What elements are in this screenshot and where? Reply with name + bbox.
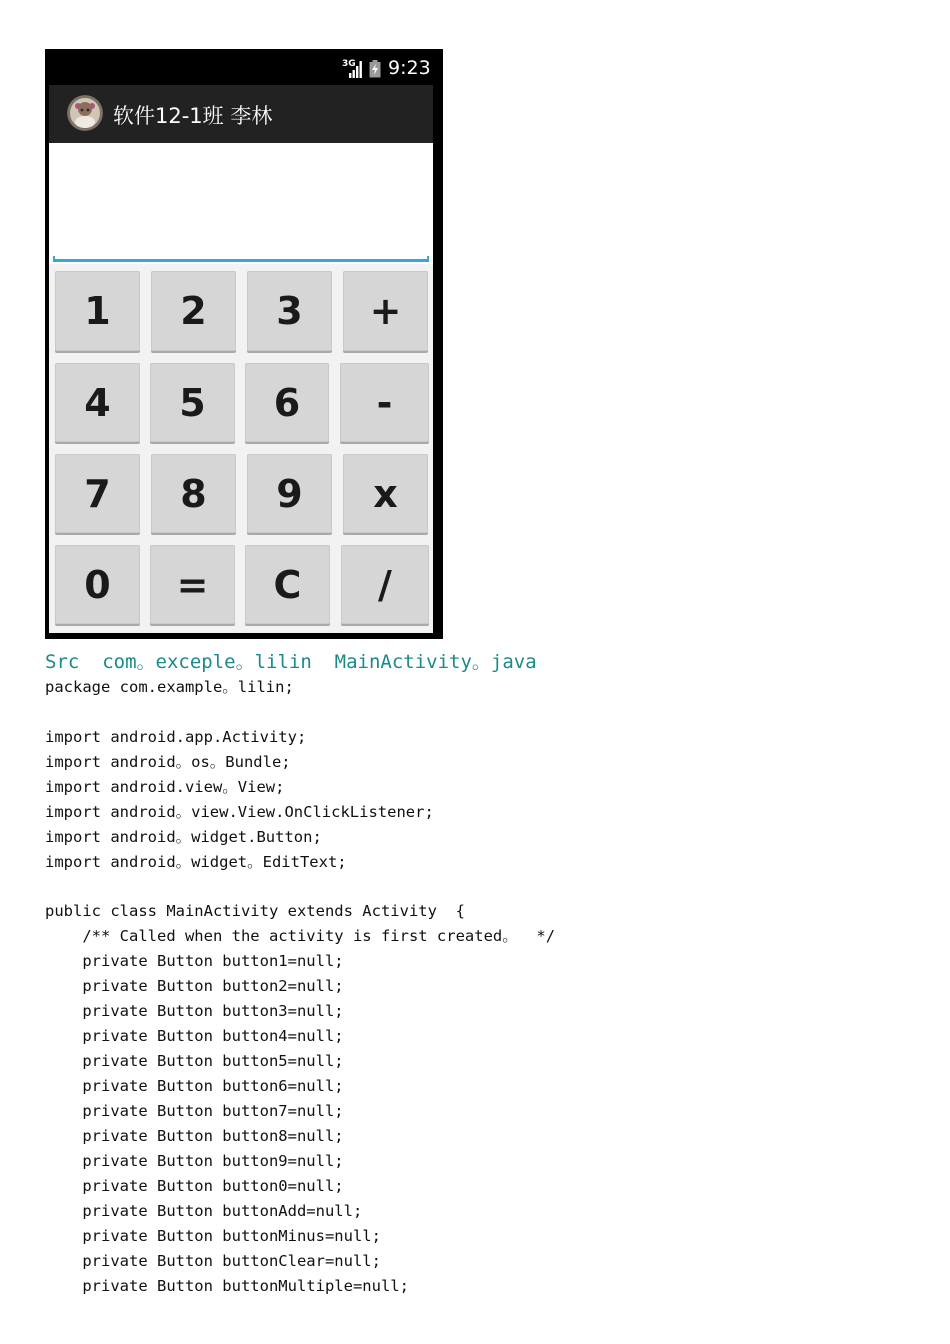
signal-icon [348,60,362,78]
source-path-heading: Src com。exceple。lilin MainActivity。java [45,651,537,673]
key-0[interactable]: 0 [55,545,140,624]
key-3[interactable]: 3 [247,271,332,351]
battery-icon [369,60,381,78]
key-9[interactable]: 9 [247,454,332,533]
code-line: private Button button2=null; [45,977,344,996]
code-line: private Button button7=null; [45,1101,344,1120]
phone-screenshot [45,49,443,639]
code-line: public class MainActivity extends Activity { [45,902,465,921]
key-5[interactable]: 5 [150,363,235,442]
code-line: import android。widget。EditText; [45,852,347,871]
key-divide[interactable]: / [341,545,429,624]
key-8[interactable]: 8 [151,454,236,533]
code-line: /** Called when the activity is first created。 */ [45,927,556,946]
app-title: 软件12-1班 李林 [113,104,273,128]
network-type: 3G [342,59,356,69]
key-6[interactable]: 6 [245,363,329,442]
code-line [45,875,555,900]
key-plus[interactable]: + [343,271,428,351]
code-line: private Button button3=null; [45,1002,344,1021]
calculator-content [49,143,433,633]
action-bar [49,85,433,143]
key-2[interactable]: 2 [151,271,236,351]
code-line: private Button button8=null; [45,1126,344,1145]
status-clock: 9:23 [388,57,431,79]
display-area [49,143,433,264]
code-line: private Button button5=null; [45,1052,344,1071]
code-line [45,700,555,725]
app-avatar-icon[interactable] [67,95,103,131]
key-4[interactable]: 4 [55,363,140,442]
code-line: import android。os。Bundle; [45,752,291,771]
display-underline [53,259,429,262]
code-line: private Button buttonMinus=null; [45,1226,381,1245]
key-multiply[interactable]: x [343,454,428,533]
code-line: import android。view.View.OnClickListener; [45,802,434,821]
key-clear[interactable]: C [245,545,330,624]
display-edittext[interactable] [53,143,433,262]
key-minus[interactable]: - [340,363,429,442]
code-line: private Button button0=null; [45,1176,344,1195]
code-line: private Button button9=null; [45,1151,344,1170]
status-bar [45,49,443,85]
code-listing [45,675,555,1298]
code-line: private Button button4=null; [45,1027,344,1046]
code-line: private Button button1=null; [45,952,344,971]
code-line: import android.app.Activity; [45,727,307,746]
code-line: import android.view。View; [45,777,285,796]
code-line: private Button buttonClear=null; [45,1251,381,1270]
code-line: import android。widget.Button; [45,827,322,846]
code-line: private Button button6=null; [45,1077,344,1095]
key-equals[interactable]: = [150,545,235,624]
code-line: private Button buttonAdd=null; [45,1201,363,1220]
code-line: package com.example。lilin; [45,678,294,696]
key-1[interactable]: 1 [55,271,140,351]
code-line: private Button buttonMultiple=null; [45,1276,409,1295]
key-7[interactable]: 7 [55,454,140,533]
